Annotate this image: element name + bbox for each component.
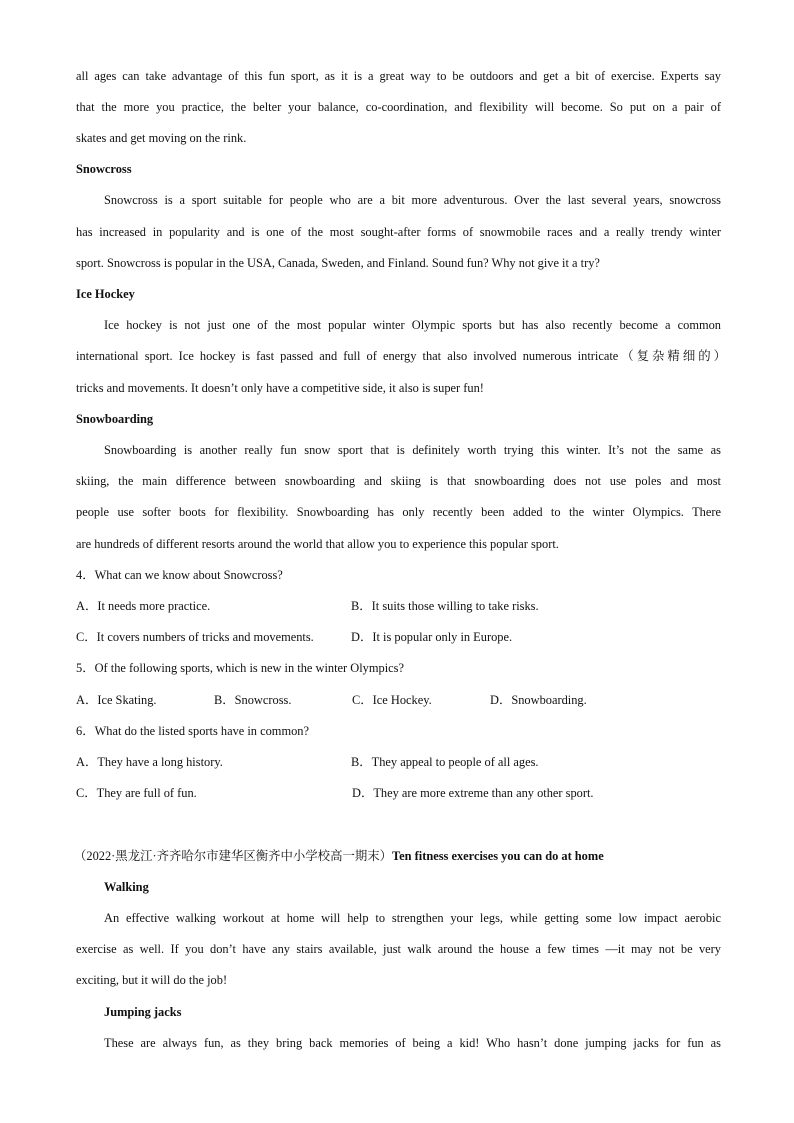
section-heading-walking: Walking [104, 880, 149, 894]
question-6-option-b: B．They appeal to people of all ages. [351, 755, 539, 769]
section-heading-jumping-jacks: Jumping jacks [104, 1005, 182, 1019]
paragraph-line: all ages can take advantage of this fun sport, as it is a great way to be outdoors and get a bit of exercise. Experts say [76, 69, 721, 83]
paragraph-line: are hundreds of different resorts around the world that allow you to experience this popular sport. [76, 537, 559, 551]
question-4-option-c: C．It covers numbers of tricks and movements. [76, 630, 314, 644]
paragraph-line: tricks and movements. It doesn’t only have a competitive side, it also is super fun! [76, 381, 484, 395]
question-6-option-a: A．They have a long history. [76, 755, 223, 769]
paragraph-line: international sport. Ice hockey is fast passed and full of energy that also involved numerous intricate（复杂精细的） [76, 349, 726, 363]
question-6-option-d: D．They are more extreme than any other sport. [352, 786, 594, 800]
section-heading-snowcross: Snowcross [76, 162, 132, 176]
passage-2-title: Ten fitness exercises you can do at home [392, 849, 604, 863]
question-6-stem: 6．What do the listed sports have in common? [76, 724, 309, 738]
section-heading-ice-hockey: Ice Hockey [76, 287, 135, 301]
question-5-option-d: D．Snowboarding. [490, 693, 587, 707]
question-5-option-c: C．Ice Hockey. [352, 693, 432, 707]
paragraph-line: that the more you practice, the belter your balance, co-coordination, and flexibility will become. So put on a pair of [76, 100, 721, 114]
paragraph-line: exercise as well. If you don’t have any stairs available, just walk around the house a few times —it may not be very [76, 942, 721, 956]
question-5-option-b: B．Snowcross. [214, 693, 292, 707]
paragraph-line: skates and get moving on the rink. [76, 131, 247, 145]
question-4-option-d: D．It is popular only in Europe. [351, 630, 513, 644]
question-6-option-c: C．They are full of fun. [76, 786, 197, 800]
question-4-option-b: B．It suits those willing to take risks. [351, 599, 539, 613]
paragraph-line: Snowboarding is another really fun snow sport that is definitely worth trying this winter. It’s not the same as [104, 443, 721, 457]
passage-2-header [74, 848, 734, 864]
paragraph-line: has increased in popularity and is one of the most sought-after forms of snowmobile races and a really trendy winter [76, 225, 721, 239]
question-5-stem: 5．Of the following sports, which is new in the winter Olympics? [76, 661, 404, 675]
paragraph-line: exciting, but it will do the job! [76, 973, 228, 987]
paragraph-line: skiing, the main difference between snowboarding and skiing is that snowboarding does not use poles and most [76, 474, 721, 488]
paragraph-line: sport. Snowcross is popular in the USA, Canada, Sweden, and Finland. Sound fun? Why not give it a try? [76, 256, 600, 270]
paragraph-line: These are always fun, as they bring back memories of being a kid! Who hasn’t done jumping jacks for fun as [104, 1036, 721, 1050]
paragraph-line: Snowcross is a sport suitable for people who are a bit more adventurous. Over the last several years, snowcross [104, 193, 721, 207]
paragraph-line: Ice hockey is not just one of the most popular winter Olympic sports but has also recently become a common [104, 318, 721, 332]
question-5-option-a: A．Ice Skating. [76, 693, 157, 707]
paragraph-line: An effective walking workout at home will help to strengthen your legs, while getting some low impact aerobic [104, 911, 721, 925]
passage-2-source: （2022·黑龙江·齐齐哈尔市建华区衡齐中小学校高一期末） [74, 849, 393, 863]
paragraph-line: people use softer boots for flexibility. Snowboarding has only recently been added to the winter Olympics. There [76, 505, 721, 519]
question-4-option-a: A．It needs more practice. [76, 599, 211, 613]
section-heading-snowboarding: Snowboarding [76, 412, 154, 426]
question-4-stem: 4．What can we know about Snowcross? [76, 568, 283, 582]
